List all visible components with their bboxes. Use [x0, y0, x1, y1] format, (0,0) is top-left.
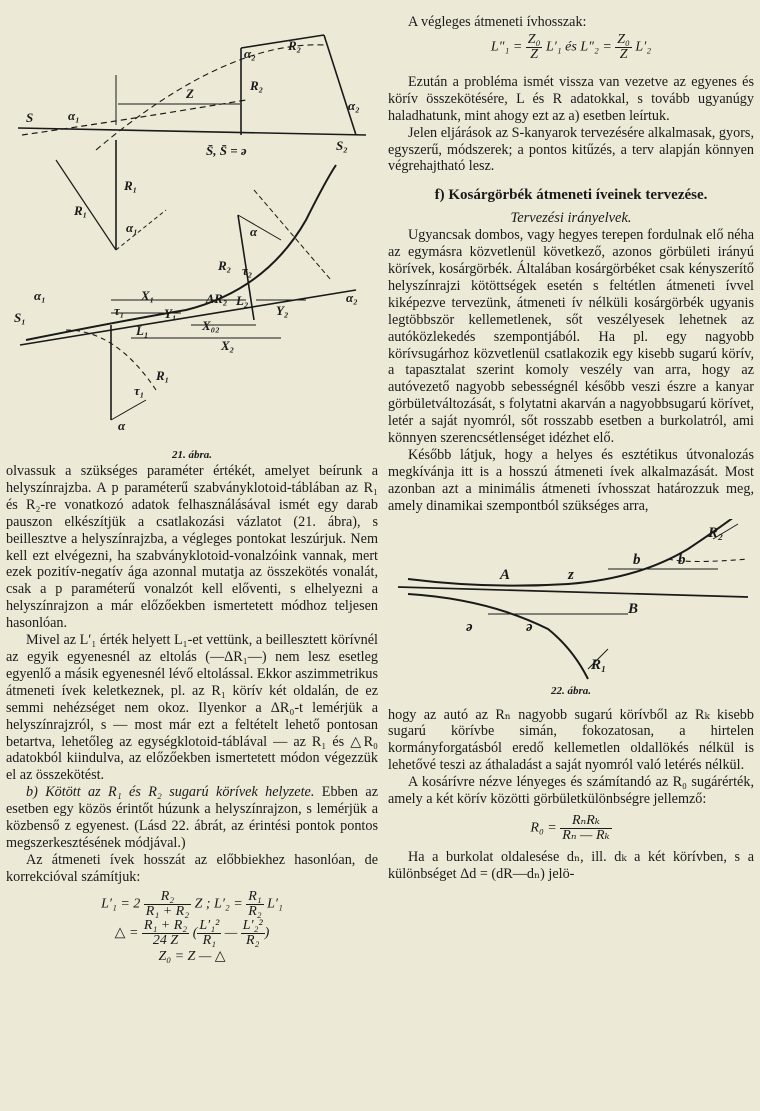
svg-text:R₁: R₁	[156, 368, 170, 383]
svg-text:τ₁: τ₁	[114, 303, 125, 318]
svg-text:b: b	[633, 551, 641, 568]
svg-text:ə: ə	[466, 618, 473, 635]
svg-text:α₁: α₁	[126, 220, 138, 235]
svg-text:L₂: L₂	[236, 293, 249, 308]
paragraph: Később látjuk, hogy a helyes és esztétikus útvonalozás megkívánja itt is a hosszú átmeneti ívek alkalmazását. Most azonban azt a minimális átmeneti ívhosszat határozzuk meg, amely dinamikai szempontból szükséges arra,	[388, 446, 754, 514]
svg-text:α₂: α₂	[346, 290, 358, 305]
paragraph: hogy az autó az Rₙ nagyobb sugarú körívből az Rₖ kisebb sugarú körívbe simán, fokozatosan, a hirtelen kormányforgatásból eredő kellemetlen oldallökés nélkül is lehetővé teszi az áthaladást a saját nyomról való letérés nélkül.	[388, 706, 754, 774]
svg-text:S₂: S₂	[336, 138, 348, 153]
svg-text:S: S	[26, 110, 34, 125]
svg-text:B: B	[628, 600, 639, 617]
svg-text:α₁: α₁	[68, 108, 80, 123]
svg-text:R₂: R₂	[218, 258, 232, 273]
svg-text:α: α	[250, 224, 258, 239]
svg-text:R₁: R₁	[124, 178, 138, 193]
paragraph: Jelen eljárások az S-kanyarok tervezésére alkalmasak, gyors, egyszerű, módszerek; a pontos kitűzés, a terv alapján könnyen végrehajtható lesz.	[388, 124, 754, 175]
svg-text:R₁: R₁	[591, 656, 607, 673]
svg-text:R₂: R₂	[708, 524, 724, 541]
equation-z0: Z₀ = Z — △	[158, 948, 226, 964]
svg-text:α: α	[118, 418, 126, 433]
paragraph: olvassuk a szükséges paraméter értékét, amelyet beírunk a helyszínrajzba. A p paraméterű szabványklotoid-táblában az R₁ és R₂-re vonatkozó adatok felhasználásával ismét egy darab pauszon elkészítjük a csatlakozási vázlatot (21. ábra), s beillesztve a helyszínrajzba, a végleges pontokat leszúrjuk. Nem kell ezt elvégezni, ha szabványklotoid-vonalzóink vannak, mert ezek pozitív-negatív ága azonnal mutatja az összekötés vonalát, csak a p paraméterű vonalzót kell előventi, s elhelyezni a helyszínrajzon a már előzőekben ismertetett módhoz teljesen hasonlóan.	[6, 463, 378, 632]
left-text	[6, 463, 378, 965]
svg-text:Y₁: Y₁	[164, 306, 177, 321]
paragraph: Ezután a probléma ismét vissza van vezetve az egyenes és körív összekötésére, L és R adatokkal, s tovább ugyanúgy haladhatunk, mint ahogy ezt az a) esetben leírtuk.	[388, 73, 754, 124]
svg-text:L₁: L₁	[136, 323, 149, 338]
figure-21-caption: 21. ábra.	[171, 449, 213, 461]
final-heading: A végleges átmeneti ívhosszak:	[408, 14, 587, 30]
final-equation: L″₁ = $\frac{\text{Z₀}}{Z}$ L′₁ és L″₂ = $\frac{\text{Z₀}}{Z}$ L′₂	[490, 31, 652, 62]
paragraph: Mivel az L′₁ érték helyett L₁-et vettünk, a beillesztett körívnél az egyik egyenesnél az eltolás (—ΔR₁—) nem lesz esetleg egyenlő a másik egyenesnél lévő eltolással. Ekkor aszimmetrikus átmeneti ívek keletkeznek, pl. az R₁ körív két oldalán, de ez semmi nehézséget nem okoz. Ilyenkor a ΔR₀-t lemérjük a helyszínrajzról, s — most már ezt a feltételt lehető pontosan betartva, lehetőleg az egységklotoid-táblával — az R₁ és △R₀ adatokból kiindulva, az előzőekben ismertetett módon végezzük el az összekötést.	[6, 632, 378, 784]
svg-text:ΔR₂: ΔR₂	[206, 291, 228, 306]
svg-text:R₂: R₂	[250, 78, 264, 93]
paragraph: Az átmeneti ívek hosszát az előbbiekhez hasonlóan, de korrekcióval számítjuk:	[6, 851, 378, 885]
svg-text:Z: Z	[186, 86, 194, 101]
svg-text:R₁: R₁	[74, 203, 88, 218]
svg-text:α₂: α₂	[244, 46, 256, 61]
equation-delta: △ = $\frac{\text{R₁ + R₂}}{24 Z}$ ( $\frac{\text{L′₁²}}{\text{R₁}}$ — $\frac{\text{L′₂²}}{\text{R₂}}$ )	[114, 917, 270, 948]
svg-text:R₂: R₂	[288, 38, 302, 53]
svg-text:b: b	[678, 551, 686, 568]
svg-text:X₀₂: X₀₂	[202, 318, 220, 333]
svg-text:A: A	[500, 566, 511, 583]
svg-text:τ₁: τ₁	[134, 383, 145, 398]
figure-22	[388, 519, 754, 689]
svg-text:α₁: α₁	[34, 288, 46, 303]
r0-equation: R₀ = $\frac{\text{RₙRₖ}}{\text{Rₙ — Rₖ}}$	[530, 813, 610, 843]
figure-21	[6, 0, 378, 440]
svg-text:τ₂: τ₂	[242, 263, 253, 278]
equation-l1: L′₁ = 2 $\frac{\text{R₂}}{\text{R₁ + R₂}}$ Z ; L′₂ = $\frac{\text{R₁}}{\text{R₂}}$ L′₁	[101, 888, 283, 919]
svg-text:Y₂: Y₂	[276, 303, 289, 318]
right-column	[388, 0, 754, 883]
subsection-title: b) Kötött az R₁ és R₂ sugarú körívek helyzete.	[26, 784, 315, 801]
paragraph: Ugyancsak dombos, vagy hegyes terepen fordulnak elő néha az egymásra közvetlenül következő, azonos görbületi irányú körívek, kosárgörbék. Általában kosárgörbéket csak kényszerítő helyszínrajzi kötöttségek esetén s feltétlen átmeneti ívvel kiképezve tervezünk, átmeneti ív nélküli kosárgörbék ugyanis legtöbbször kellemetlenek, sőt veszélyesek lehetnek az autóközlekedés szempontjából. Ha pl. egy nagyobb körívsugárhoz közvetlenül csatlakozik egy kisebb sugarú körív, a tapasztalat szerint komoly veszély van arra, hogy az autóvezető nagyobb sebességnél később veszi észre a kanyar görbületváltozását, s folytatni akarván a nagyobbsugarú körívet, letér a saját nyomról, sőt rosszabb esetben a burkolatról, ami könnyen szerencsétlenséget idézhet elő.	[388, 227, 754, 447]
paragraph: A kosárívre nézve lényeges és számítandó az R₀ sugárérték, amely a két körív közötti görbületkülönbségre jellemző:	[388, 774, 754, 808]
svg-text:X₁: X₁	[141, 288, 155, 303]
svg-text:X₂: X₂	[221, 338, 235, 353]
section-subtitle: Tervezési irányelvek.	[510, 210, 632, 227]
paragraph: b) Kötött az R₁ és R₂ sugarú körívek helyzete. Ebben az esetben egy közös érintőt húzunk a helyszínrajzon, s lemérjük a közbenső z egyenest. (Lásd 22. ábrát, az érintési pontok pontos megszerkesztésének módjával.)	[6, 784, 379, 851]
svg-text:S₁: S₁	[14, 310, 26, 325]
section-f-title: f) Kosárgörbék átmeneti íveinek tervezése.	[434, 187, 708, 204]
paragraph: Ha a burkolat oldalesése dₙ, ill. dₖ a két körívben, s a különbséget Δd = (dR—dₙ) jelö-	[388, 849, 754, 882]
svg-text:z: z	[568, 566, 574, 583]
svg-text:ə: ə	[526, 618, 533, 635]
svg-text:α₂: α₂	[348, 98, 360, 113]
figure-22-caption: 22. ábra.	[550, 684, 592, 697]
svg-text:S̄, S̄ = ə: S̄, S̄ = ə	[206, 143, 247, 158]
